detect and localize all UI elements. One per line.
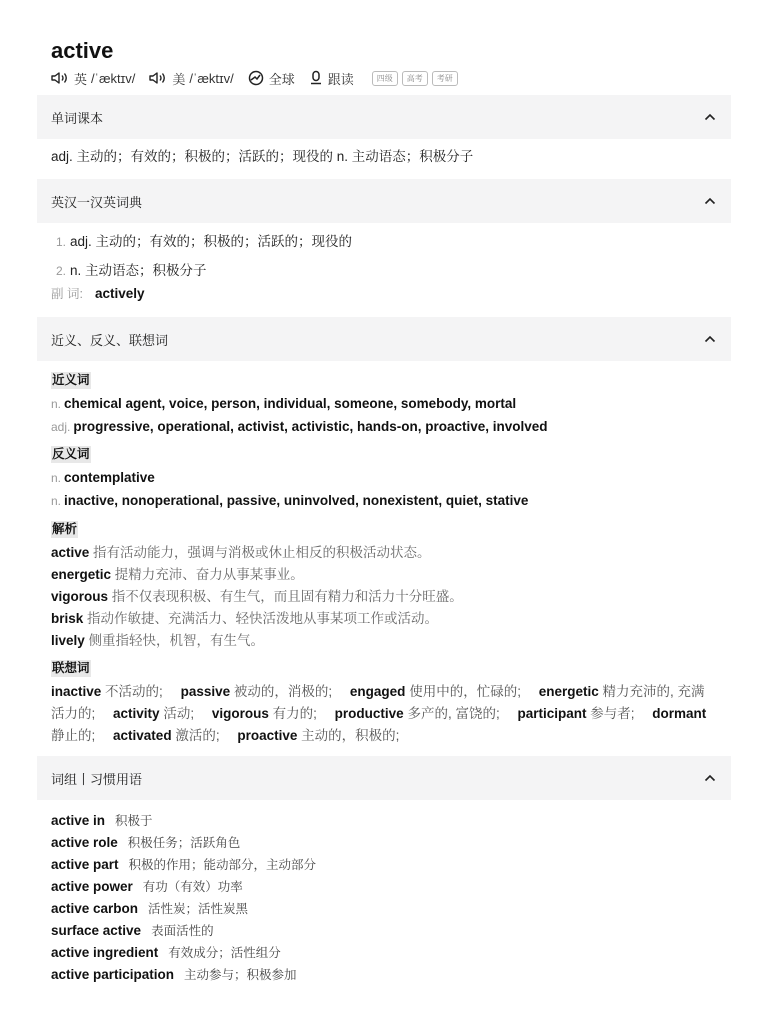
- chevron-up-icon[interactable]: [703, 194, 717, 208]
- phrase-item: [51, 877, 243, 897]
- headword: active: [51, 38, 114, 63]
- phrase-gloss: 表面活性的: [151, 924, 214, 938]
- analysis-text: 侧重指轻快，机智，有生气。: [88, 633, 265, 648]
- analysis-text: 指不仅表现积极、有生气，而且固有精力和活力十分旺盛。: [111, 589, 463, 604]
- association-word[interactable]: engaged: [349, 684, 406, 699]
- pron-region-us: 美: [172, 71, 186, 87]
- section-title: 词组丨习惯用语: [51, 771, 143, 787]
- phrase-gloss: 积极的作用；能动部分，主动部分: [128, 858, 317, 872]
- synonyms-heading: 近义词: [52, 373, 90, 387]
- phrase-gloss: 积极任务；活跃角色: [127, 836, 241, 850]
- pos-label: n.: [51, 397, 62, 411]
- speaker-icon: [149, 71, 167, 85]
- follow-label: 跟读: [327, 71, 354, 87]
- association-word[interactable]: productive: [334, 706, 404, 721]
- antonyms-heading: 反义词: [52, 447, 90, 461]
- pos-label: n.: [51, 471, 62, 485]
- association-text: 被动的，消极的;: [233, 684, 333, 699]
- chevron-up-icon[interactable]: [703, 771, 717, 785]
- sense-item: [56, 261, 207, 281]
- global-pronunciation-button[interactable]: [248, 69, 295, 88]
- sense-number: 1.: [56, 235, 67, 249]
- exam-tag: 考研: [432, 71, 458, 86]
- association-text: 精力充沛的, 充满活力的;: [51, 684, 705, 721]
- pronunciation-row: [51, 68, 458, 88]
- associations-heading: 联想词: [52, 661, 90, 675]
- phrase-item: [51, 899, 248, 919]
- phrase-item: [51, 811, 153, 831]
- association-word[interactable]: dormant: [652, 706, 707, 721]
- phrase-text[interactable]: surface active: [51, 923, 142, 938]
- association-text: 参与者;: [590, 706, 635, 721]
- association-text: 使用中的，忙碌的;: [409, 684, 521, 699]
- phrase-text[interactable]: active carbon: [51, 901, 139, 916]
- phrase-gloss: 主动参与；积极参加: [184, 968, 297, 982]
- antonym-row: [51, 491, 528, 511]
- section-header-phrases[interactable]: [37, 756, 731, 800]
- phrase-text[interactable]: active part: [51, 857, 119, 872]
- synonym-words[interactable]: chemical agent, voice, person, individual, someone, somebody, mortal: [64, 396, 517, 411]
- textbook-definition: adj. 主动的；有效的；积极的；活跃的；现役的 n. 主动语态；积极分子: [51, 149, 474, 164]
- phrase-text[interactable]: active power: [51, 879, 133, 894]
- analysis-row: [51, 609, 438, 629]
- word-header: [51, 36, 113, 66]
- phrase-item: [51, 921, 214, 941]
- association-list: [51, 681, 716, 747]
- chevron-up-icon[interactable]: [703, 110, 717, 124]
- association-text: 活动;: [163, 706, 195, 721]
- exam-tag: 四级: [372, 71, 398, 86]
- microphone-icon: [309, 70, 323, 86]
- phrase-item: [51, 833, 240, 853]
- phrase-gloss: 有功（有效）功率: [142, 880, 243, 894]
- analysis-text: 提精力充沛、奋力从事某事业。: [114, 567, 304, 582]
- phrase-text[interactable]: active ingredient: [51, 945, 159, 960]
- synonym-words[interactable]: progressive, operational, activist, activistic, hands-on, proactive, involved: [73, 419, 548, 434]
- association-text: 静止的;: [51, 728, 96, 743]
- analysis-row: [51, 631, 264, 651]
- analysis-row: [51, 543, 431, 563]
- section-title: 近义、反义、联想词: [51, 332, 169, 348]
- phrase-item: [51, 965, 297, 985]
- association-word[interactable]: participant: [517, 706, 587, 721]
- analysis-word[interactable]: energetic: [51, 567, 112, 582]
- pronunciation-uk[interactable]: [51, 69, 135, 88]
- analysis-row: [51, 587, 463, 607]
- section-header-textbook[interactable]: [37, 95, 731, 139]
- phrase-gloss: 活性炭；活性炭黑: [148, 902, 249, 916]
- association-word[interactable]: proactive: [237, 728, 298, 743]
- pron-region-uk: 英: [74, 71, 88, 87]
- speaker-icon: [51, 71, 69, 85]
- chevron-up-icon[interactable]: [703, 332, 717, 346]
- exam-tags: [368, 71, 458, 86]
- analysis-heading: 解析: [52, 522, 78, 536]
- antonym-words[interactable]: contemplative: [64, 470, 155, 485]
- association-word[interactable]: activity: [113, 706, 160, 721]
- derivative-label: 副 词:: [51, 287, 83, 301]
- phrase-gloss: 有效成分；活性组分: [168, 946, 281, 960]
- analysis-text: 指有活动能力，强调与消极或休止相反的积极活动状态。: [93, 545, 431, 560]
- association-text: 激活的;: [175, 728, 220, 743]
- global-label: 全球: [268, 71, 295, 87]
- pos-label: n.: [51, 494, 62, 508]
- association-word[interactable]: activated: [113, 728, 172, 743]
- analysis-word[interactable]: active: [51, 545, 90, 560]
- synonym-row: [51, 417, 548, 437]
- globe-icon: [248, 70, 264, 86]
- association-text: 不活动的;: [105, 684, 163, 699]
- association-text: 多产的, 富饶的;: [407, 706, 500, 721]
- antonym-words[interactable]: inactive, nonoperational, passive, uninvolved, nonexistent, quiet, stative: [64, 493, 529, 508]
- pronunciation-us[interactable]: [149, 69, 233, 88]
- phrase-text[interactable]: active role: [51, 835, 118, 850]
- association-text: 有力的;: [272, 706, 317, 721]
- association-word[interactable]: inactive: [51, 684, 102, 699]
- association-word[interactable]: passive: [180, 684, 231, 699]
- association-word[interactable]: energetic: [538, 684, 599, 699]
- association-word[interactable]: vigorous: [211, 706, 269, 721]
- association-text: 主动的，积极的;: [301, 728, 400, 743]
- analysis-word[interactable]: vigorous: [51, 589, 109, 604]
- pron-ipa-uk: /ˈæktɪv/: [91, 70, 136, 86]
- sense-text: n. 主动语态；积极分子: [70, 263, 207, 278]
- section-title: 单词课本: [51, 110, 104, 126]
- pos-label: adj.: [51, 420, 71, 434]
- section-title: 英汉一汉英词典: [51, 194, 143, 210]
- sense-item: [56, 232, 352, 252]
- exam-tag: 高考: [402, 71, 428, 86]
- analysis-word[interactable]: lively: [51, 633, 85, 648]
- phrase-text[interactable]: active in: [51, 813, 106, 828]
- follow-read-button[interactable]: [309, 69, 354, 88]
- phrase-item: [51, 943, 281, 963]
- synonym-row: [51, 394, 516, 414]
- sense-text: adj. 主动的；有效的；积极的；活跃的；现役的: [70, 234, 353, 249]
- antonym-row: [51, 468, 155, 488]
- phrase-item: [51, 855, 316, 875]
- phrase-text[interactable]: active participation: [51, 967, 175, 982]
- section-header-dictionary[interactable]: [37, 179, 731, 223]
- sense-number: 2.: [56, 264, 67, 278]
- derivative-word[interactable]: actively: [94, 286, 145, 301]
- section-header-related[interactable]: [37, 317, 731, 361]
- analysis-text: 指动作敏捷、充满活力、轻快活泼地从事某项工作或活动。: [87, 611, 439, 626]
- pron-ipa-us: /ˈæktɪv/: [189, 70, 234, 86]
- analysis-word[interactable]: brisk: [51, 611, 84, 626]
- derivative-row: [51, 284, 145, 304]
- phrase-gloss: 积极于: [115, 814, 153, 828]
- analysis-row: [51, 565, 304, 585]
